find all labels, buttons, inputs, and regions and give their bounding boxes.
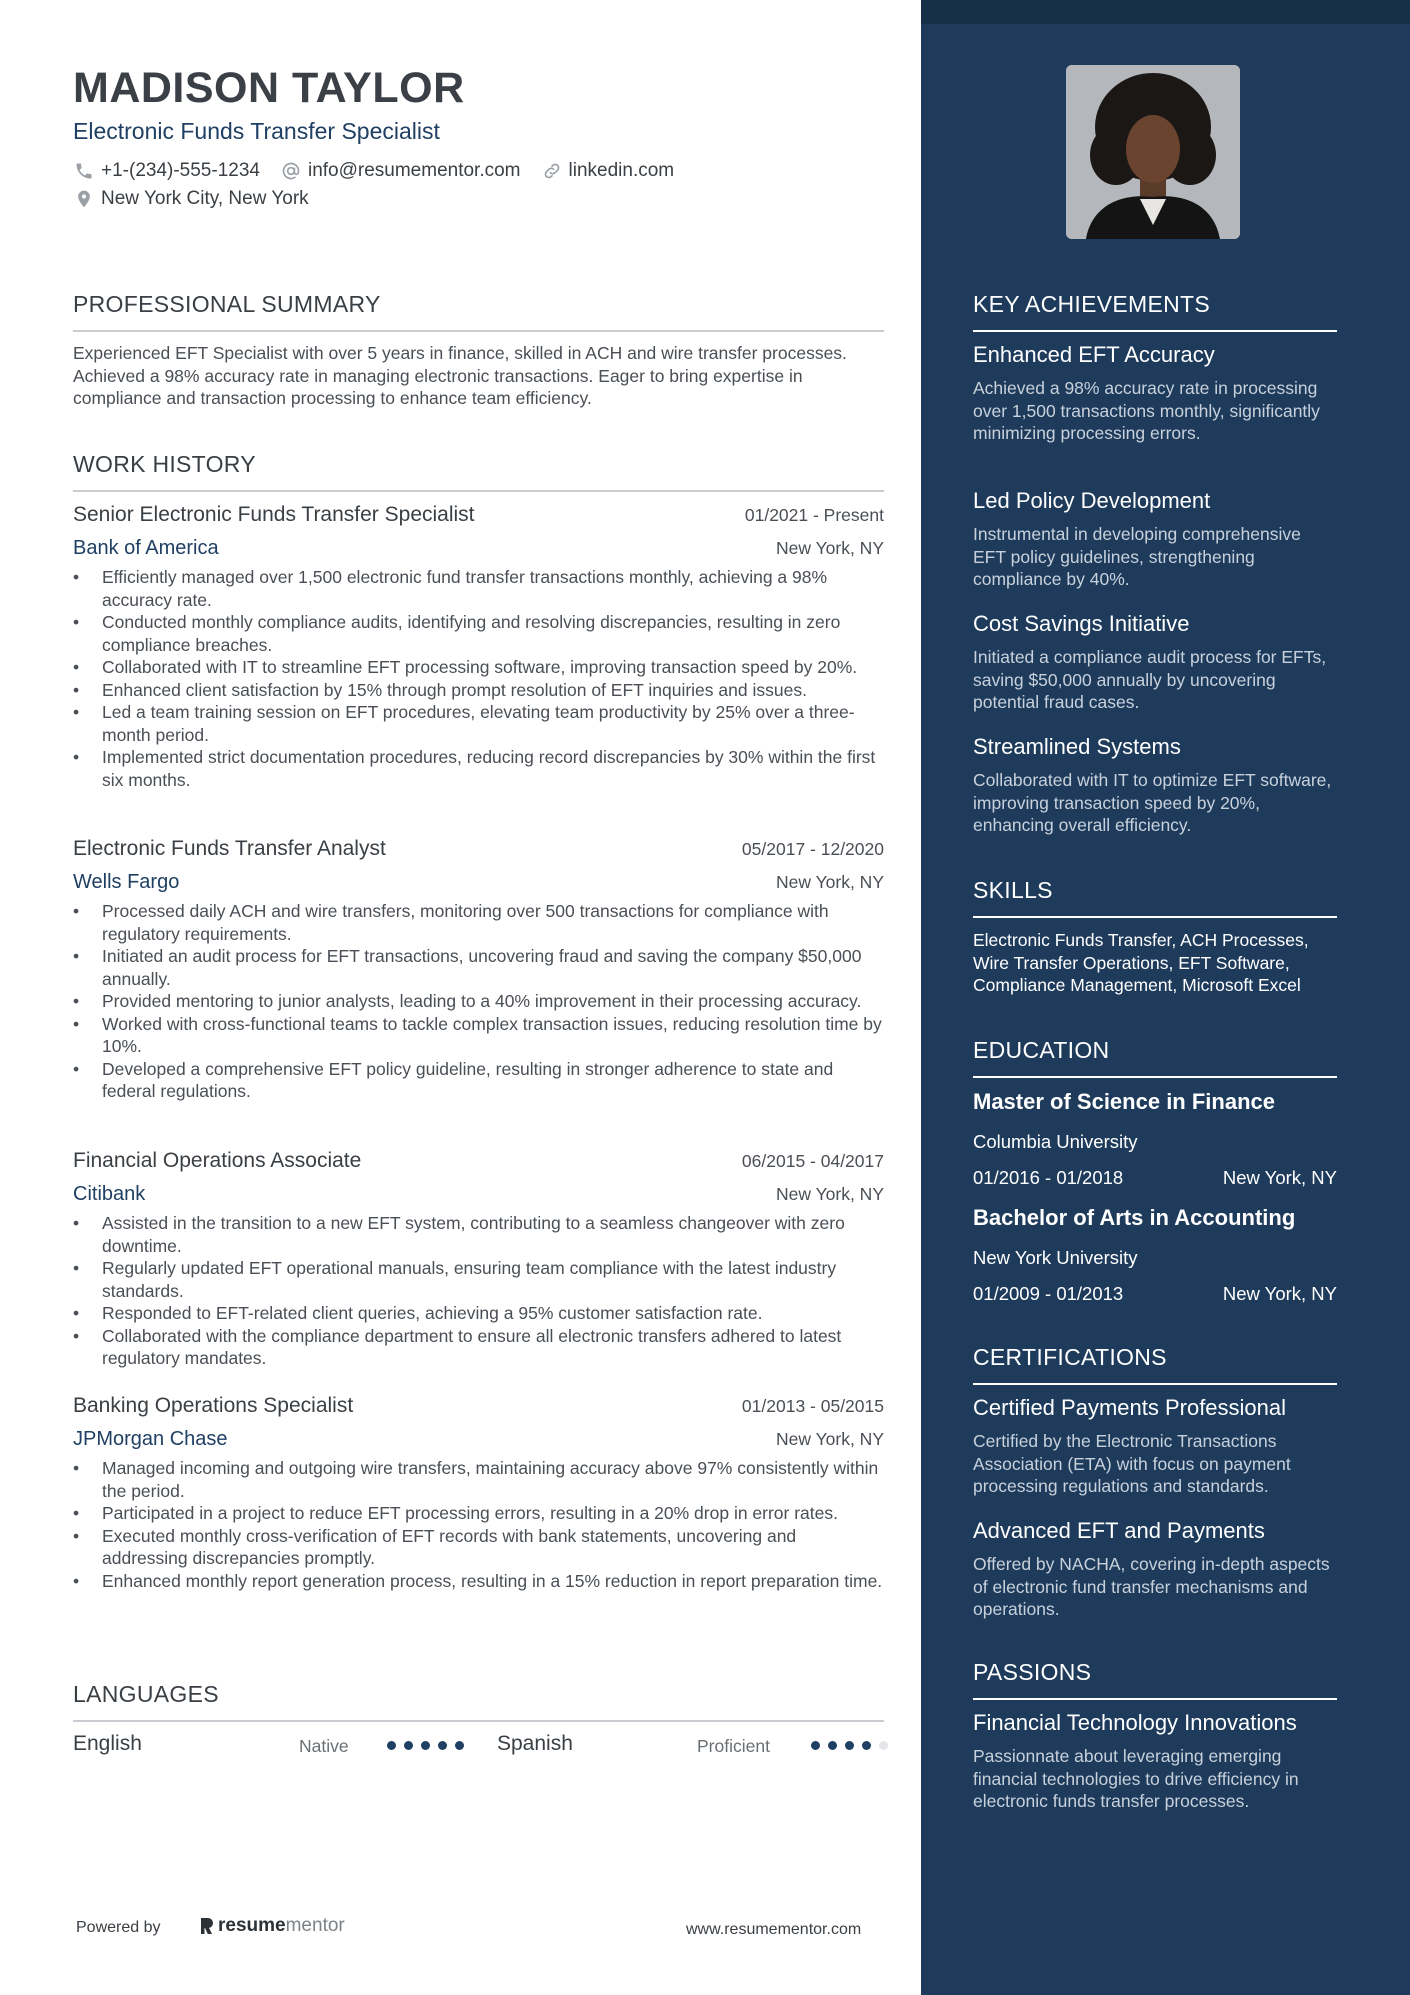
job-entry bbox=[73, 837, 884, 1103]
job-bullets bbox=[73, 1457, 884, 1592]
job-bullet: • Responded to EFT-related client queries, achieving a 95% customer satisfaction rate. bbox=[73, 1302, 884, 1325]
certification-title: Advanced EFT and Payments bbox=[973, 1518, 1265, 1543]
job-bullet: • Processed daily ACH and wire transfers, monitoring over 500 transactions for compliance with regulatory requirements. bbox=[73, 900, 884, 945]
sidebar-top-bar bbox=[921, 0, 1410, 24]
education-school: New York University bbox=[973, 1247, 1138, 1268]
job-location: New York, NY bbox=[776, 1429, 884, 1449]
languages-row bbox=[73, 1732, 884, 1762]
achievement-text: Achieved a 98% accuracy rate in processing over 1,500 transactions monthly, significantly minimizing processing errors. bbox=[973, 378, 1320, 443]
education-location: New York, NY bbox=[1222, 1167, 1337, 1188]
logo-text-rest: mentor bbox=[285, 1915, 345, 1936]
education-heading: EDUCATION bbox=[973, 1037, 1337, 1078]
contact-phone[interactable] bbox=[73, 160, 260, 182]
job-entry bbox=[73, 503, 884, 791]
job-bullets bbox=[73, 1212, 884, 1370]
achievements-heading: KEY ACHIEVEMENTS bbox=[973, 291, 1337, 332]
powered-by-label: Powered by bbox=[76, 1919, 161, 1936]
job-title: Financial Operations Associate bbox=[73, 1149, 362, 1172]
skills-text: Electronic Funds Transfer, ACH Processes, Wire Transfer Operations, EFT Software, Compliance Management, Microsoft Excel bbox=[973, 930, 1309, 995]
job-bullet: • Assisted in the transition to a new EFT system, contributing to a seamless changeover with zero downtime. bbox=[73, 1212, 884, 1257]
job-entry bbox=[73, 1149, 884, 1370]
rating-dot-filled bbox=[862, 1741, 871, 1750]
job-bullet: • Efficiently managed over 1,500 electronic fund transfer transactions monthly, achieving a 98% accuracy rate. bbox=[73, 566, 884, 611]
job-dates: 06/2015 - 04/2017 bbox=[741, 1151, 884, 1171]
footer-url[interactable]: www.resumementor.com bbox=[686, 1921, 862, 1938]
rating-dot-filled bbox=[828, 1741, 837, 1750]
summary-heading: PROFESSIONAL SUMMARY bbox=[73, 291, 884, 332]
passion-text: Passionnate about leveraging emerging financial technologies to drive efficiency in electronic funds transfer processes. bbox=[973, 1746, 1299, 1811]
job-company: JPMorgan Chase bbox=[73, 1428, 228, 1450]
achievement-text: Instrumental in developing comprehensive EFT policy guidelines, strengthening compliance by 40%. bbox=[973, 524, 1301, 589]
certification-title: Certified Payments Professional bbox=[973, 1395, 1287, 1420]
achievement-title: Enhanced EFT Accuracy bbox=[973, 342, 1215, 367]
job-bullet: • Provided mentoring to junior analysts, leading to a 40% improvement in their processing accuracy. bbox=[73, 990, 884, 1013]
skills-heading: SKILLS bbox=[973, 877, 1337, 918]
achievement-item bbox=[973, 488, 1337, 591]
email-text: info@resumementor.com bbox=[307, 160, 521, 181]
achievement-item bbox=[973, 734, 1337, 837]
candidate-role: Electronic Funds Transfer Specialist bbox=[73, 118, 440, 144]
job-dates: 05/2017 - 12/2020 bbox=[741, 839, 884, 859]
job-bullet: • Conducted monthly compliance audits, identifying and resolving discrepancies, resulting in zero compliance breaches. bbox=[73, 611, 884, 656]
job-title: Banking Operations Specialist bbox=[73, 1394, 354, 1417]
languages-heading: LANGUAGES bbox=[73, 1681, 884, 1722]
certification-item bbox=[973, 1518, 1337, 1621]
education-dates: 01/2016 - 01/2018 bbox=[973, 1167, 1124, 1188]
achievement-text: Initiated a compliance audit process for EFTs, saving $50,000 annually by uncovering potential fraud cases. bbox=[973, 647, 1327, 712]
phone-text: +1-(234)-555-1234 bbox=[101, 160, 260, 181]
passion-title: Financial Technology Innovations bbox=[973, 1710, 1297, 1735]
at-icon bbox=[280, 160, 302, 182]
job-company: Citibank bbox=[73, 1183, 146, 1205]
rating-dot-filled bbox=[404, 1741, 413, 1750]
job-company: Bank of America bbox=[73, 537, 219, 559]
rating-dot-filled bbox=[421, 1741, 430, 1750]
job-bullet: • Managed incoming and outgoing wire transfers, maintaining accuracy above 97% consistently within the period. bbox=[73, 1457, 884, 1502]
job-bullets bbox=[73, 900, 884, 1103]
job-bullet: • Executed monthly cross-verification of EFT records with bank statements, uncovering and addressing discrepancies promptly. bbox=[73, 1525, 884, 1570]
certifications-heading: CERTIFICATIONS bbox=[973, 1344, 1337, 1385]
contact-row bbox=[73, 160, 694, 182]
job-location: New York, NY bbox=[776, 872, 884, 892]
passions-heading: PASSIONS bbox=[973, 1659, 1337, 1700]
education-location: New York, NY bbox=[1222, 1283, 1337, 1304]
location-pin-icon bbox=[73, 188, 95, 210]
job-bullet: • Regularly updated EFT operational manuals, ensuring team compliance with the latest industry standards. bbox=[73, 1257, 884, 1302]
rating-dot-filled bbox=[811, 1741, 820, 1750]
job-title: Senior Electronic Funds Transfer Specialist bbox=[73, 503, 475, 526]
work-history-heading: WORK HISTORY bbox=[73, 451, 884, 492]
job-company: Wells Fargo bbox=[73, 871, 180, 893]
contact-linkedin[interactable] bbox=[541, 160, 675, 182]
job-bullet: • Collaborated with IT to streamline EFT processing software, improving transaction speed by 20%. bbox=[73, 656, 884, 679]
logo-mark-icon bbox=[198, 1916, 214, 1936]
language-level: Native bbox=[299, 1736, 349, 1756]
location-text: New York City, New York bbox=[101, 188, 309, 209]
achievement-title: Cost Savings Initiative bbox=[973, 611, 1190, 636]
job-bullet: • Initiated an audit process for EFT transactions, uncovering fraud and saving the company $50,000 annually. bbox=[73, 945, 884, 990]
achievement-text: Collaborated with IT to optimize EFT software, improving transaction speed by 20%, enhancing overall efficiency. bbox=[973, 770, 1332, 835]
candidate-name: MADISON TAYLOR bbox=[73, 64, 465, 112]
education-degree: Bachelor of Arts in Accounting bbox=[973, 1205, 1296, 1230]
job-bullet: • Implemented strict documentation procedures, reducing record discrepancies by 30% within the first six months. bbox=[73, 746, 884, 791]
language-name: English bbox=[73, 1732, 142, 1755]
contact-row-location bbox=[73, 188, 329, 210]
job-bullet: • Enhanced client satisfaction by 15% through prompt resolution of EFT inquiries and issues. bbox=[73, 679, 884, 702]
rating-dot-filled bbox=[455, 1741, 464, 1750]
certification-item bbox=[973, 1395, 1337, 1498]
job-bullet: • Collaborated with the compliance department to ensure all electronic transfers adhered to latest regulatory mandates. bbox=[73, 1325, 884, 1370]
linkedin-text: linkedin.com bbox=[568, 160, 675, 181]
job-bullet: • Enhanced monthly report generation process, resulting in a 15% reduction in report preparation time. bbox=[73, 1570, 884, 1593]
phone-icon bbox=[73, 160, 95, 182]
rating-dot-filled bbox=[387, 1741, 396, 1750]
contact-location bbox=[73, 188, 309, 210]
resumementor-logo[interactable] bbox=[198, 1915, 345, 1937]
language-rating bbox=[387, 1741, 472, 1750]
job-location: New York, NY bbox=[776, 1184, 884, 1204]
profile-photo bbox=[1066, 65, 1240, 239]
rating-dot-filled bbox=[845, 1741, 854, 1750]
rating-dot-empty bbox=[879, 1741, 888, 1750]
job-bullet: • Led a team training session on EFT procedures, elevating team productivity by 25% over a three-month period. bbox=[73, 701, 884, 746]
passion-item bbox=[973, 1710, 1337, 1813]
language-level: Proficient bbox=[697, 1736, 770, 1756]
job-dates: 01/2021 - Present bbox=[744, 505, 884, 525]
education-degree: Master of Science in Finance bbox=[973, 1089, 1275, 1114]
logo-text-bold: resume bbox=[218, 1915, 286, 1936]
job-bullet: • Worked with cross-functional teams to tackle complex transaction issues, reducing resolution time by 10%. bbox=[73, 1013, 884, 1058]
job-bullet: • Developed a comprehensive EFT policy guideline, resulting in stronger adherence to state and federal regulations. bbox=[73, 1058, 884, 1103]
job-dates: 01/2013 - 05/2015 bbox=[741, 1396, 884, 1416]
rating-dot-filled bbox=[438, 1741, 447, 1750]
achievement-item bbox=[973, 611, 1337, 714]
contact-email[interactable] bbox=[280, 160, 521, 182]
achievement-item bbox=[973, 342, 1337, 445]
certification-text: Certified by the Electronic Transactions Association (ETA) with focus on payment processing regulations and standards. bbox=[973, 1431, 1291, 1496]
education-item bbox=[973, 1089, 1337, 1189]
job-entry bbox=[73, 1394, 884, 1592]
language-name: Spanish bbox=[497, 1732, 573, 1755]
job-location: New York, NY bbox=[776, 538, 884, 558]
job-bullet: • Participated in a project to reduce EFT processing errors, resulting in a 20% drop in error rates. bbox=[73, 1502, 884, 1525]
certification-text: Offered by NACHA, covering in-depth aspects of electronic fund transfer mechanisms and operations. bbox=[973, 1554, 1330, 1619]
summary-text: Experienced EFT Specialist with over 5 years in finance, skilled in ACH and wire transfer processes. Achieved a 98% accuracy rate in managing electronic transactions. Eager to bring expertise in compliance and transaction processing to enhance team efficiency. bbox=[73, 343, 847, 408]
job-bullets bbox=[73, 566, 884, 791]
link-icon bbox=[541, 160, 563, 182]
education-dates: 01/2009 - 01/2013 bbox=[973, 1283, 1124, 1304]
job-title: Electronic Funds Transfer Analyst bbox=[73, 837, 386, 860]
education-item bbox=[973, 1205, 1337, 1305]
achievement-title: Led Policy Development bbox=[973, 488, 1211, 513]
achievement-title: Streamlined Systems bbox=[973, 734, 1181, 759]
language-rating bbox=[811, 1741, 896, 1750]
education-school: Columbia University bbox=[973, 1131, 1138, 1152]
